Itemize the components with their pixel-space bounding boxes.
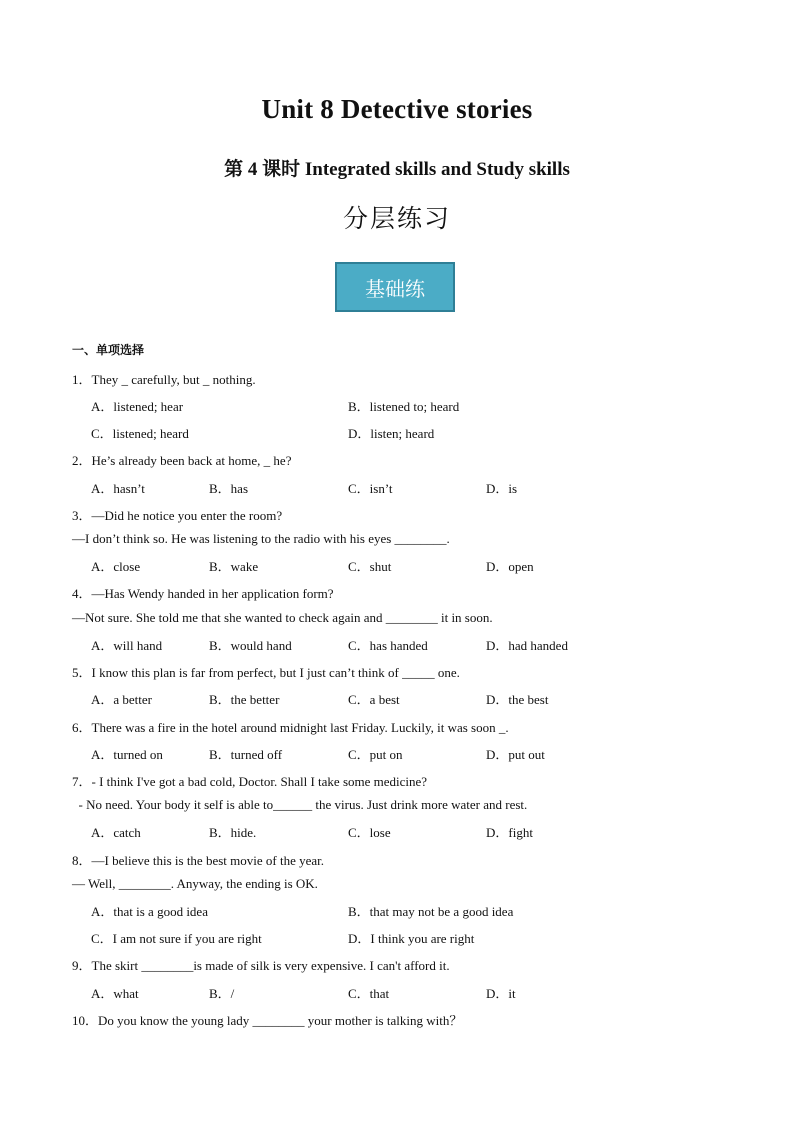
question-6-option-b[interactable]: B．turned off xyxy=(209,747,283,762)
question-9-option-b[interactable]: B．/ xyxy=(209,986,235,1001)
question-7-stem-reply: - No need. Your body it self is able to______ the virus. Just drink more water and rest. xyxy=(72,797,528,812)
question-7-option-a[interactable]: A．catch xyxy=(91,825,141,840)
question-2-option-c[interactable]: C．isn’t xyxy=(348,481,393,496)
question-4-option-c[interactable]: C．has handed xyxy=(348,638,428,653)
question-7-option-d[interactable]: D．fight xyxy=(486,825,533,840)
practice-heading: 分层练习 xyxy=(342,204,451,233)
lesson-subtitle: 第 4 课时 Integrated skills and Study skills xyxy=(224,159,570,180)
question-2-option-a[interactable]: A．hasn’t xyxy=(91,481,145,496)
question-5-option-c[interactable]: C．a best xyxy=(348,692,400,707)
question-9-option-c[interactable]: C．that xyxy=(348,986,390,1001)
question-6-stem: 6．There was a fire in the hotel around midnight last Friday. Luckily, it was soon _. xyxy=(72,720,509,735)
question-1-option-b[interactable]: B．listened to; heard xyxy=(348,399,460,414)
question-8-option-a[interactable]: A．that is a good idea xyxy=(91,904,208,919)
question-1-option-a[interactable]: A．listened; hear xyxy=(91,399,184,414)
question-1-option-d[interactable]: D．listen; heard xyxy=(348,426,435,441)
question-4-stem: 4．—Has Wendy handed in her application form? xyxy=(72,586,334,601)
question-6-option-d[interactable]: D．put out xyxy=(486,747,545,762)
question-2-option-b[interactable]: B．has xyxy=(209,481,249,496)
question-4-option-b[interactable]: B．would hand xyxy=(209,638,292,653)
question-6-option-c[interactable]: C．put on xyxy=(348,747,403,762)
question-5-option-b[interactable]: B．the better xyxy=(209,692,280,707)
unit-title: Unit 8 Detective stories xyxy=(261,94,533,124)
question-9-option-d[interactable]: D．it xyxy=(486,986,516,1001)
question-10-stem: 10．Do you know the young lady ________ your mother is talking with？ xyxy=(72,1013,463,1028)
question-1-stem: 1．They _ carefully, but _ nothing. xyxy=(72,372,256,387)
question-4-option-a[interactable]: A．will hand xyxy=(91,638,163,653)
question-9-option-a[interactable]: A．what xyxy=(91,986,139,1001)
question-1-option-c[interactable]: C．listened; heard xyxy=(91,426,189,441)
question-2-option-d[interactable]: D．is xyxy=(486,481,518,496)
question-3-stem: 3．—Did he notice you enter the room? xyxy=(72,508,283,523)
question-8-option-b[interactable]: B．that may not be a good idea xyxy=(348,904,514,919)
question-3-option-d[interactable]: D．open xyxy=(486,559,534,574)
question-3-stem-reply: —I don’t think so. He was listening to the radio with his eyes ________. xyxy=(72,531,450,546)
question-7-option-b[interactable]: B．hide. xyxy=(209,825,257,840)
question-5-option-a[interactable]: A．a better xyxy=(91,692,153,707)
question-9-stem: 9．The skirt ________is made of silk is very expensive. I can't afford it. xyxy=(72,958,450,973)
question-7-option-c[interactable]: C．lose xyxy=(348,825,391,840)
question-3-option-c[interactable]: C．shut xyxy=(348,559,392,574)
question-8-option-c[interactable]: C．I am not sure if you are right xyxy=(91,931,262,946)
question-3-option-b[interactable]: B．wake xyxy=(209,559,259,574)
level-badge-label: 基础练 xyxy=(365,276,425,301)
question-6-option-a[interactable]: A．turned on xyxy=(91,747,163,762)
question-5-option-d[interactable]: D．the best xyxy=(486,692,549,707)
question-8-stem: 8．—I believe this is the best movie of the year. xyxy=(72,853,324,868)
question-4-option-d[interactable]: D．had handed xyxy=(486,638,568,653)
question-8-stem-reply: — Well, ________. Anyway, the ending is OK. xyxy=(72,876,318,891)
question-8-option-d[interactable]: D．I think you are right xyxy=(348,931,475,946)
section-title: 一、单项选择 xyxy=(72,343,145,357)
question-4-stem-reply: —Not sure. She told me that she wanted to check again and ________ it in soon. xyxy=(72,610,493,625)
question-2-stem: 2．He’s already been back at home, _ he? xyxy=(72,453,292,468)
question-5-stem: 5．I know this plan is far from perfect, but I just can’t think of _____ one. xyxy=(72,665,460,680)
level-badge xyxy=(335,262,455,312)
question-7-stem: 7．- I think I've got a bad cold, Doctor. Shall I take some medicine? xyxy=(72,774,428,789)
question-3-option-a[interactable]: A．close xyxy=(91,559,141,574)
